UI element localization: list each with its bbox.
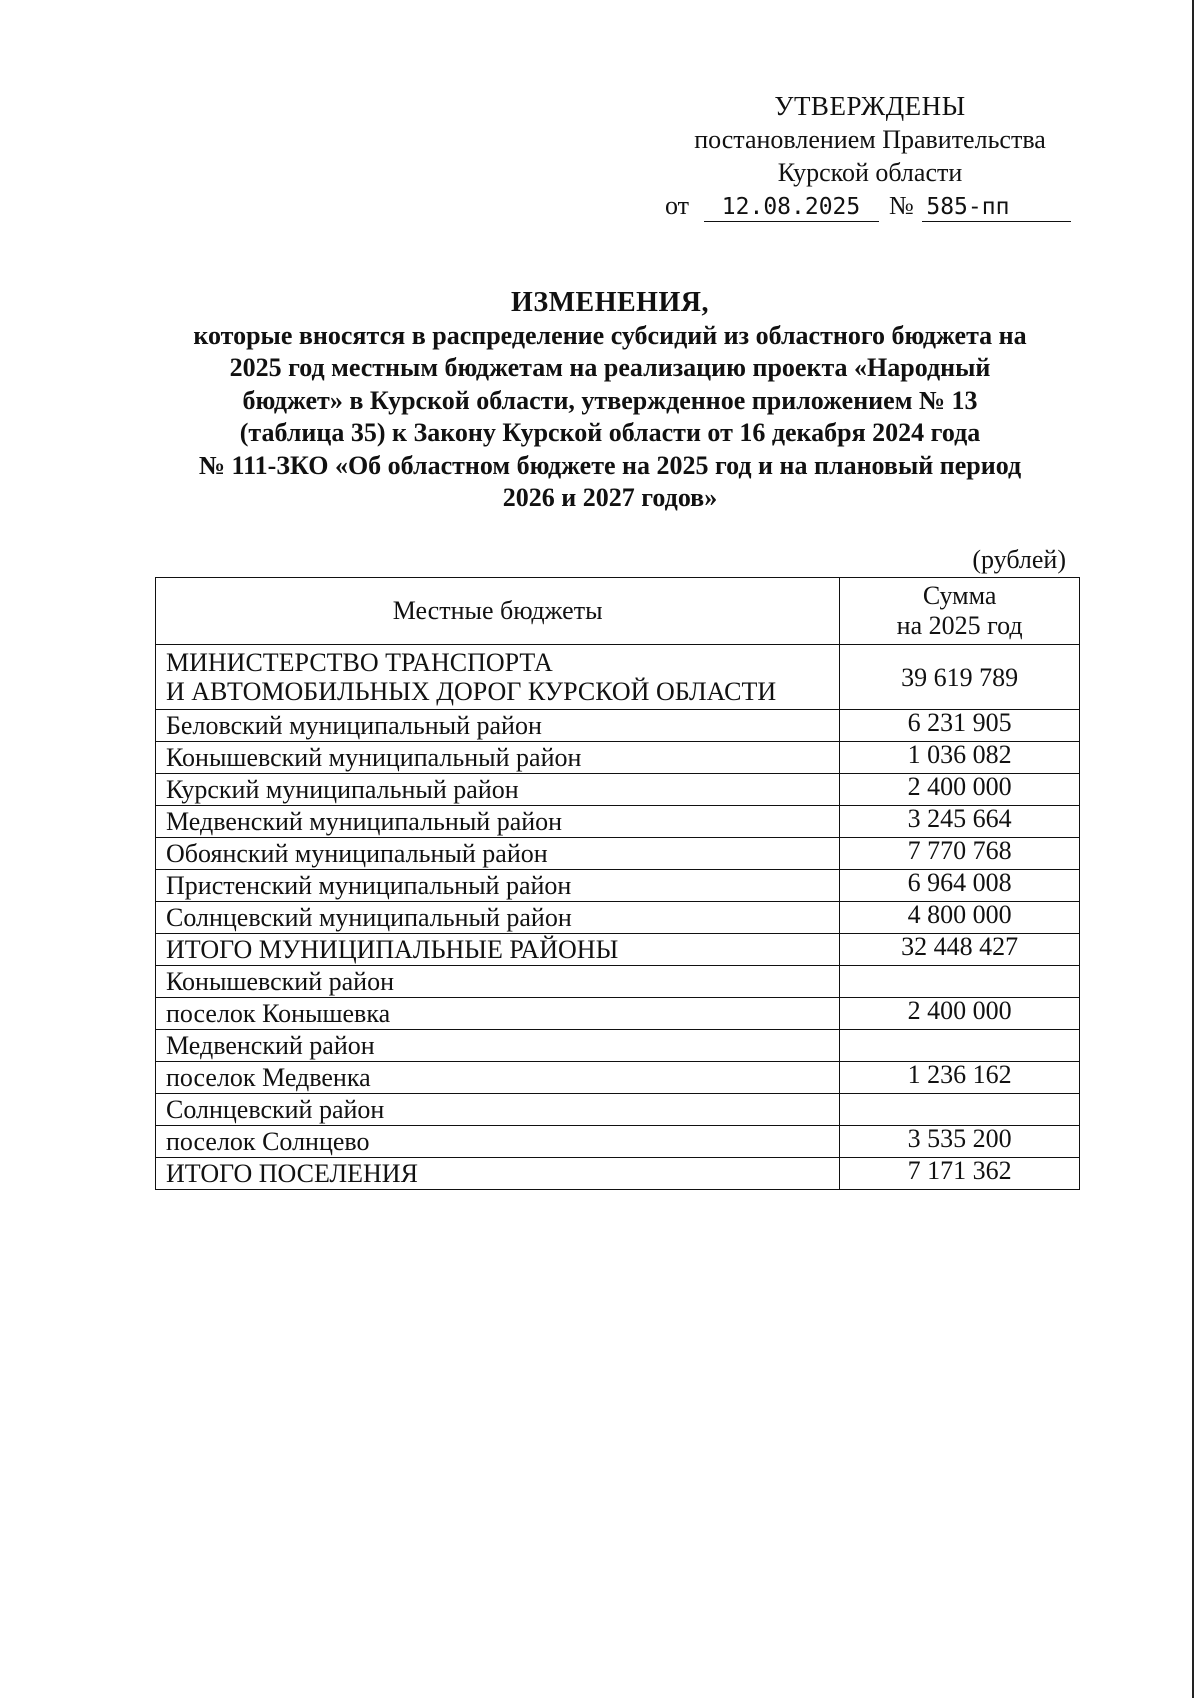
row-name: Обоянский муниципальный район	[156, 838, 840, 870]
table-row-total-settlements	[156, 1158, 1080, 1190]
table-row	[156, 838, 1080, 870]
row-name: Пристенский муниципальный район	[156, 870, 840, 902]
row-amount: 6 231 905	[840, 710, 1080, 742]
title-line-4: (таблица 35) к Закону Курской области от 16 декабря 2024 года	[239, 418, 981, 447]
scan-edge-line	[1192, 0, 1194, 1698]
row-name: Курский муниципальный район	[156, 774, 840, 806]
header-amount	[840, 578, 1080, 645]
title-heading: ИЗМЕНЕНИЯ,	[511, 287, 709, 318]
ministry-name-line-2: И АВТОМОБИЛЬНЫХ ДОРОГ КУРСКОЙ ОБЛАСТИ	[166, 677, 777, 706]
table-row	[156, 1126, 1080, 1158]
ministry-name	[156, 645, 840, 710]
approval-line-3: Курской области	[777, 158, 963, 187]
table-row	[156, 1030, 1080, 1062]
table-row-ministry	[156, 645, 1080, 710]
row-amount: 2 400 000	[840, 998, 1080, 1030]
row-name: поселок Медвенка	[156, 1062, 840, 1094]
approval-title: УТВЕРЖДЕНЫ	[774, 91, 966, 121]
row-amount: 7 171 362	[840, 1158, 1080, 1190]
header-amount-line-2: на 2025 год	[896, 611, 1023, 640]
row-name: поселок Конышевка	[156, 998, 840, 1030]
row-name: Медвенский район	[156, 1030, 840, 1062]
table-row	[156, 742, 1080, 774]
date-prefix: от	[665, 191, 690, 220]
row-amount: 3 245 664	[840, 806, 1080, 838]
document-title	[140, 287, 1080, 515]
ministry-name-line-1: МИНИСТЕРСТВО ТРАНСПОРТА	[166, 648, 553, 677]
row-amount: 1 036 082	[840, 742, 1080, 774]
title-line-5: № 111-ЗКО «Об областном бюджете на 2025 год и на плановый период	[198, 450, 1022, 480]
row-amount: 3 535 200	[840, 1126, 1080, 1158]
row-name: Солнцевский район	[156, 1094, 840, 1126]
table-row	[156, 870, 1080, 902]
approval-date-row	[660, 189, 1080, 222]
table-row-total-districts	[156, 934, 1080, 966]
ministry-amount: 39 619 789	[840, 645, 1080, 710]
row-name: ИТОГО ПОСЕЛЕНИЯ	[156, 1158, 840, 1190]
approval-number: 585-пп	[922, 193, 1071, 222]
row-name: поселок Солнцево	[156, 1126, 840, 1158]
row-amount	[840, 1094, 1080, 1126]
header-local-budgets: Местные бюджеты	[156, 578, 840, 645]
approval-block	[660, 90, 1080, 222]
number-prefix: №	[889, 191, 914, 220]
table-row	[156, 1094, 1080, 1126]
table-row	[156, 966, 1080, 998]
table-row	[156, 806, 1080, 838]
title-line-2: 2025 год местным бюджетам на реализацию проекта «Народный	[229, 353, 991, 382]
approval-line-2: постановлением Правительства	[694, 125, 1046, 154]
budget-table	[155, 577, 1080, 1190]
row-name: Солнцевский муниципальный район	[156, 902, 840, 934]
units-label: (рублей)	[972, 545, 1066, 574]
table-header-row	[156, 578, 1080, 645]
row-amount: 7 770 768	[840, 838, 1080, 870]
row-amount: 4 800 000	[840, 902, 1080, 934]
row-amount	[840, 1030, 1080, 1062]
row-amount: 32 448 427	[840, 934, 1080, 966]
table-row	[156, 998, 1080, 1030]
row-amount: 6 964 008	[840, 870, 1080, 902]
row-name: Конышевский район	[156, 966, 840, 998]
title-line-3: бюджет» в Курской области, утвержденное приложением № 13	[242, 385, 978, 415]
table-row	[156, 1062, 1080, 1094]
row-name: Беловский муниципальный район	[156, 710, 840, 742]
row-amount: 2 400 000	[840, 774, 1080, 806]
title-line-6: 2026 и 2027 годов»	[502, 483, 718, 512]
row-amount: 1 236 162	[840, 1062, 1080, 1094]
row-amount	[840, 966, 1080, 998]
header-amount-line-1: Сумма	[922, 581, 997, 610]
table-row	[156, 710, 1080, 742]
table-row	[156, 774, 1080, 806]
approval-date: 12.08.2025	[704, 193, 879, 222]
title-line-1: которые вносятся в распределение субсидий из областного бюджета на	[193, 320, 1027, 350]
row-name: Конышевский муниципальный район	[156, 742, 840, 774]
row-name: Медвенский муниципальный район	[156, 806, 840, 838]
row-name: ИТОГО МУНИЦИПАЛЬНЫЕ РАЙОНЫ	[156, 934, 840, 966]
table-row	[156, 902, 1080, 934]
